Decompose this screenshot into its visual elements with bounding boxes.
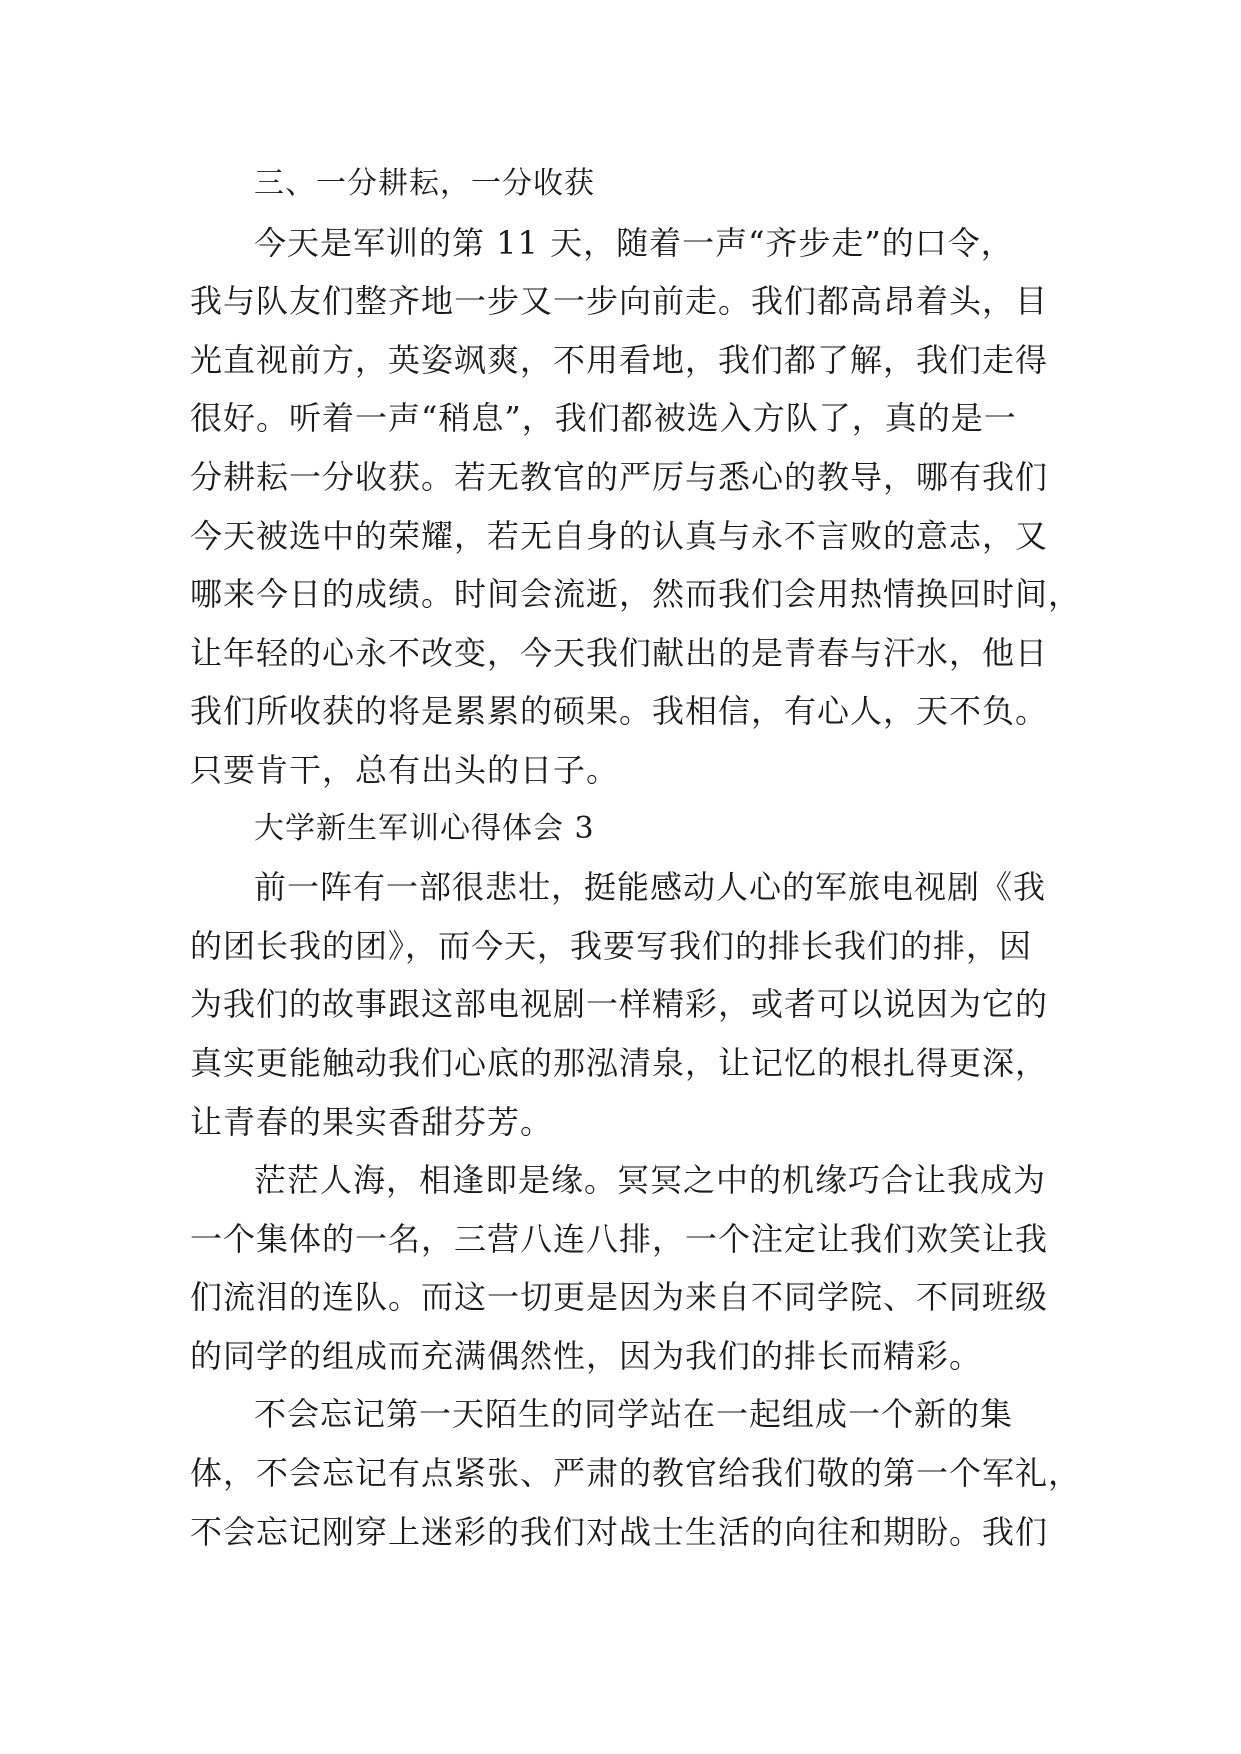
paragraph-line: 分耕耘一分收获。若无教官的严厉与悉心的教导，哪有我们 (190, 457, 1049, 496)
section-heading: 三、一分耕耘，一分收获 (254, 166, 595, 201)
paragraph-line: 真实更能触动我们心底的那泓清泉，让记忆的根扎得更深， (190, 1043, 1049, 1082)
paragraph-line: 只要肯干，总有出头的日子。 (190, 750, 620, 789)
paragraph-line: 不会忘记刚穿上迷彩的我们对战士生活的向往和期盼。我们 (190, 1512, 1049, 1551)
paragraph-line: 们流泪的连队。而这一切更是因为来自不同学院、不同班级 (190, 1278, 1049, 1317)
paragraph-line: 不会忘记第一天陌生的同学站在一起组成一个新的集 (254, 1395, 1014, 1434)
paragraph-line: 的团长我的团》，而今天，我要写我们的排长我们的排，因 (190, 926, 1033, 965)
paragraph-line: 的同学的组成而充满偶然性，因为我们的排长而精彩。 (190, 1336, 983, 1375)
paragraph-line: 为我们的故事跟这部电视剧一样精彩，或者可以说因为它的 (190, 985, 1049, 1024)
paragraph-line: 我与队友们整齐地一步又一步向前走。我们都高昂着头，目 (190, 282, 1049, 321)
paragraph-line: 前一阵有一部很悲壮，挺能感动人心的军旅电视剧《我 (254, 868, 1047, 907)
paragraph-line: 一个集体的一名，三营八连八排，一个注定让我们欢笑让我 (190, 1219, 1049, 1258)
paragraph-line: 哪来今日的成绩。时间会流逝，然而我们会用热情换回时间， (190, 575, 1082, 614)
document-body (190, 155, 1082, 1561)
paragraph-line: 我们所收获的将是累累的硕果。我相信，有心人，天不负。 (190, 692, 1049, 731)
paragraph-line: 今天被选中的荣耀，若无自身的认真与永不言败的意志，又 (190, 516, 1049, 555)
paragraph-line: 体，不会忘记有点紧张、严肃的教官给我们敬的第一个军礼， (190, 1454, 1082, 1493)
paragraph-line: 今天是军训的第 11 天，随着一声“齐步走”的口令， (254, 223, 1014, 262)
paragraph-line: 光直视前方，英姿飒爽，不用看地，我们都了解，我们走得 (190, 340, 1049, 379)
paragraph-line: 让青春的果实香甜芬芳。 (190, 1102, 554, 1141)
paragraph-line: 让年轻的心永不改变，今天我们献出的是青春与汗水，他日 (190, 633, 1049, 672)
paragraph-line: 茫茫人海，相逢即是缘。冥冥之中的机缘巧合让我成为 (254, 1161, 1047, 1200)
paragraph-line: 很好。听着一声“稍息”，我们都被选入方队了，真的是一 (190, 399, 1017, 438)
article-title: 大学新生军训心得体会 3 (254, 810, 595, 846)
